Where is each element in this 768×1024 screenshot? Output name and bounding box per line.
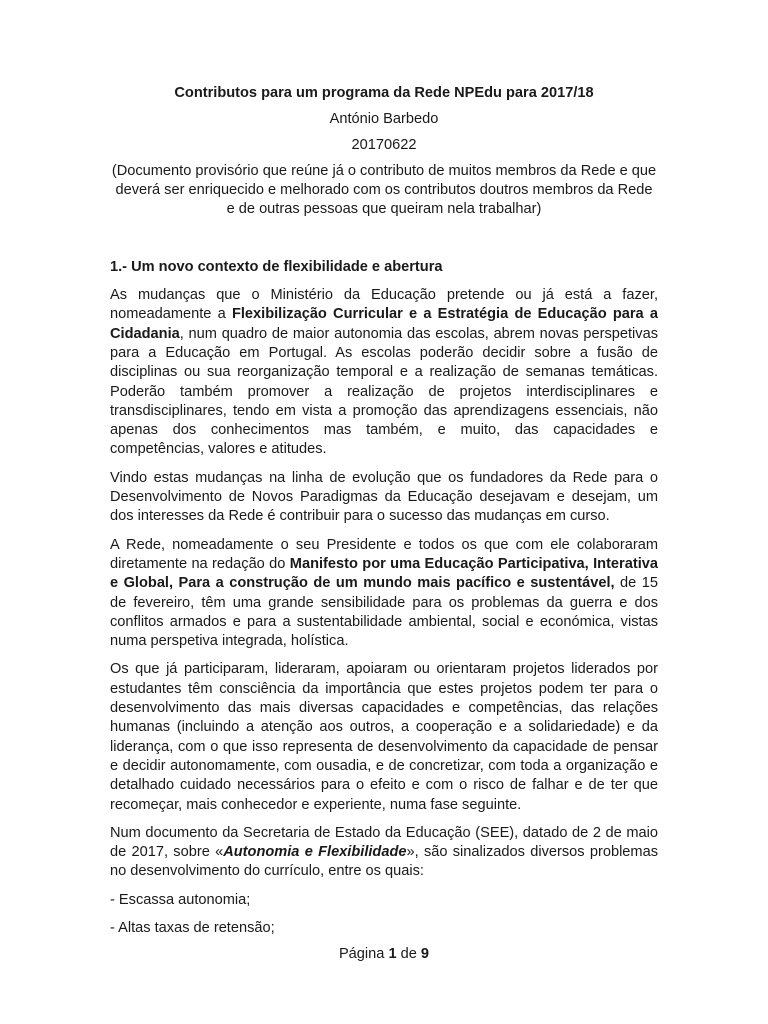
document-title: Contributos para um programa da Rede NPEdu para 2017/18 <box>174 85 594 101</box>
paragraph-5 <box>110 824 658 882</box>
section-heading: 1.- Um novo contexto de flexibilidade e abertura <box>110 258 443 275</box>
list-item: - Altas taxas de retensão; <box>110 919 275 936</box>
footer-total-pages: 9 <box>420 946 430 962</box>
paragraph-5-text-a: Num documento da Secretaria de Estado da Educação (SEE), datado de 2 de maio de 2017, sobre « <box>110 824 658 861</box>
document-author: António Barbedo <box>329 111 439 128</box>
paragraph-4: Os que já participaram, lideraram, apoiaram ou orientaram projetos liderados por estudantes têm consciência da importância que estes projetos podem ter para o desenvolvimento das mais diversas capacidades e competências, das relações humanas (incluindo a atenção aos outros, a cooperação e a solidariedade) e da liderança, com o que isso representa de desenvolvimento da capacidade de pensar e decidir autonomamente, com ousadia, e de concretizar, com toda a organização e detalhado cuidado necessários para o efeito e com o risco de falhar e de ter que recomeçar, mais conhecedor e experiente, numa fase seguinte. <box>110 661 658 813</box>
paragraph-3-bold: Manifesto por uma Educação Participativa, Interativa e Global, Para a construção de um mundo mais pacífico e sustentável, <box>110 555 658 592</box>
footer-current-page: 1 <box>388 946 397 962</box>
document-date: 20170622 <box>351 136 417 153</box>
page-footer <box>0 945 768 964</box>
paragraph-2: Vindo estas mudanças na linha de evolução que os fundadores da Rede para o Desenvolvimento de Novos Paradigmas da Educação desejavam e desejam, um dos interesses da Rede é contribuir para o sucesso das mudanças em curso. <box>110 469 658 525</box>
paragraph-3-text-a: A Rede, nomeadamente o seu Presidente e todos os que com ele colaboraram diretamente na redação do <box>110 536 658 572</box>
paragraph-1-bold: Flexibilização Curricular e a Estratégia de Educação para a Cidadania <box>110 306 658 342</box>
paragraph-3-text-c: de 15 de fevereiro, têm uma grande sensibilidade para os problemas da guerra e dos conflitos armados e para a sustentabilidade ambiental, social e económica, vistas numa perspetiva integrada, holística. <box>110 575 658 650</box>
document-body <box>110 84 658 947</box>
document-note: (Documento provisório que reúne já o contributo de muitos membros da Rede e que deverá ser enriquecido e melhorado com os contributos doutros membros da Rede e de outras pessoas que queiram nela trabalhar) <box>111 162 657 218</box>
paragraph-1-text-c: , num quadro de maior autonomia das escolas, abrem novas perspetivas para a Educação em Portugal. As escolas poderão decidir sobre a fusão de disciplinas ou sua reorganização temporal e a realização de semanas temáticas. Poderão também promover a realização de projetos interdisciplinares e transdisciplinares, tendo em vista a promoção das aprendizagens essenciais, não apenas dos conhecimentos mas também, e muito, das capacidades e competências, valores e atitudes. <box>110 325 658 458</box>
footer-middle: de <box>396 946 421 962</box>
paragraph-5-text-c: », são sinalizados diversos problemas no desenvolvimento do currículo, entre os quais: <box>110 844 658 880</box>
paragraph-1 <box>110 286 658 460</box>
footer-prefix: Página <box>338 946 389 962</box>
paragraph-3 <box>110 536 658 652</box>
paragraph-1-text-a: As mudanças que o Ministério da Educação pretende ou já está a fazer, nomeadamente a <box>110 287 658 323</box>
paragraph-5-bold-italic: Autonomia e Flexibilidade <box>223 844 407 861</box>
list-item: - Escassa autonomia; <box>110 891 251 908</box>
